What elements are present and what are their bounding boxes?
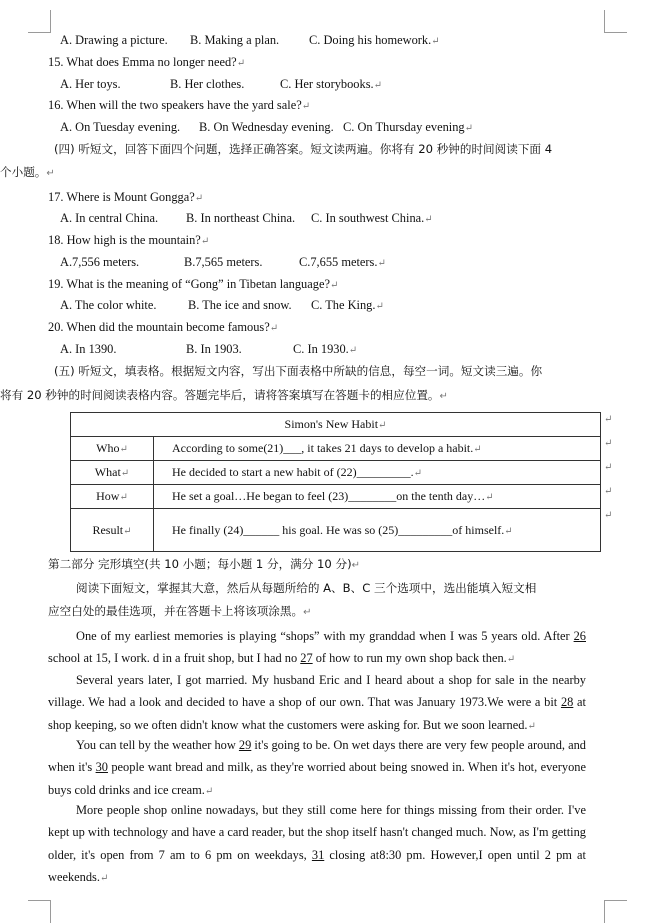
row-label: Who↵ xyxy=(71,437,154,461)
passage-paragraph-1: One of my earliest memories is playing “shops” with my granddad when I was 5 years old. After 26 school at 15, I work. d in a fruit shop, but I had no 27 of how to run my own shop back then.↵ xyxy=(48,629,586,666)
blank-26: 26 xyxy=(573,629,586,643)
row-label: Result↵ xyxy=(71,509,154,552)
blank-27: 27 xyxy=(300,651,313,666)
blank-31: 31 xyxy=(311,847,325,862)
q15-option-b: B. Her clothes. xyxy=(170,77,245,91)
blank-28: 28 xyxy=(560,695,574,710)
table-row xyxy=(71,509,601,552)
q15-option-a: A. Her toys. xyxy=(60,77,121,91)
table-row xyxy=(71,437,601,461)
q18-options: A.7,556 meters. B.7,565 meters. C.7,655 meters.↵ xyxy=(60,255,386,269)
q16-option-c: C. On Thursday evening xyxy=(343,120,465,134)
q19-options: A. The color white. B. The ice and snow. C. The King.↵ xyxy=(60,298,384,312)
blank-30: 30 xyxy=(95,760,108,775)
habit-table xyxy=(70,412,601,552)
q17-options: A. In central China. B. In northeast China. C. In southwest China.↵ xyxy=(60,211,433,225)
q14-option-a: A. Drawing a picture. xyxy=(60,33,168,47)
row-text: He decided to start a new habit of (22)_________.↵ xyxy=(154,461,601,485)
q15-stem: 15. What does Emma no longer need?↵ xyxy=(48,55,246,69)
q18-stem: 18. How high is the mountain?↵ xyxy=(48,233,210,247)
paragraph-mark: ↵ xyxy=(604,510,613,521)
q17-option-a: A. In central China. xyxy=(60,211,159,225)
q16-option-a: A. On Tuesday evening. xyxy=(60,120,181,134)
table-row xyxy=(71,485,601,509)
q14-option-b: B. Making a plan. xyxy=(190,33,280,47)
q16-option-b: B. On Wednesday evening. xyxy=(199,120,334,134)
q15-options: A. Her toys. B. Her clothes. C. Her storybooks.↵ xyxy=(60,77,383,91)
q20-stem: 20. When did the mountain become famous?↵ xyxy=(48,320,279,334)
crop-mark xyxy=(604,900,627,923)
section5-instruction-cont: 将有 20 秒钟的时间阅读表格内容。答题完毕后，请将答案填写在答题卡的相应位置。↵ xyxy=(0,388,448,402)
row-text: According to some(21)___, it takes 21 days to develop a habit.↵ xyxy=(154,437,601,461)
paragraph-mark: ↵ xyxy=(604,438,613,449)
section4-instruction: (四) 听短文，回答下面四个问题，选择正确答案。短文读两遍。你将有 20 秒钟的时间阅读下面 4 xyxy=(54,142,553,156)
q20-option-c: C. In 1930. xyxy=(293,342,349,356)
row-label: How↵ xyxy=(71,485,154,509)
q20-options: A. In 1390. B. In 1903. C. In 1930.↵ xyxy=(60,342,358,356)
q18-option-c: C.7,655 meters. xyxy=(299,255,378,269)
row-text: He set a goal…He began to feel (23)________on the tenth day…↵ xyxy=(154,485,601,509)
passage-paragraph-2: Several years later, I got married. My husband Eric and I heard about a shop for sale in the nearby village. We had a look and decided to have a shop of our own. That was January 1973.We were a bit 28 at shop keeping, so we often didn't know what the customers were asking for. But we soon learned.↵ xyxy=(48,673,586,732)
q20-option-a: A. In 1390. xyxy=(60,342,117,356)
blank-29: 29 xyxy=(238,738,252,752)
q19-stem: 19. What is the meaning of “Gong” in Tibetan language?↵ xyxy=(48,277,339,291)
q14-options xyxy=(60,32,440,50)
section5-instruction: (五) 听短文，填表格。根据短文内容，写出下面表格中所缺的信息，每空一词。短文读三遍。你 xyxy=(54,364,543,378)
section4-instruction-cont: 个小题。↵ xyxy=(0,165,55,179)
q18-option-b: B.7,565 meters. xyxy=(184,255,263,269)
q17-option-c: C. In southwest China. xyxy=(311,211,425,225)
crop-mark xyxy=(28,10,51,33)
table-title: Simon's New Habit↵ xyxy=(71,413,601,437)
q15-option-c: C. Her storybooks. xyxy=(280,77,374,91)
q19-option-c: C. The King. xyxy=(311,298,376,312)
passage-paragraph-4: More people shop online nowadays, but they still come here for things missing from their order. I've kept up with technology and have a card reader, but the shop itself hasn't changed much. Now, as I'm getting older, it's open from 7 am to 6 pm on weekdays, 31 closing at8:30 pm. However,I open until 2 pm at weekends.↵ xyxy=(48,803,586,884)
part2-instruction: 阅读下面短文，掌握其大意，然后从每题所给的 A、B、C 三个选项中，选出能填入短文相 xyxy=(76,581,537,595)
table-row xyxy=(71,461,601,485)
row-text: He finally (24)______ his goal. He was so (25)_________of himself.↵ xyxy=(154,509,601,552)
q14-option-c: C. Doing his homework. xyxy=(309,33,432,47)
crop-mark xyxy=(28,900,51,923)
paragraph-mark: ↵ xyxy=(431,36,440,47)
paragraph-mark: ↵ xyxy=(604,414,613,425)
q18-option-a: A.7,556 meters. xyxy=(60,255,140,269)
passage-paragraph-3: You can tell by the weather how 29 it's going to be. On wet days there are very few people around, and when it's 30 people want bread and milk, as they're worried about being snowed in. When it's hot, everyone buys cold drinks and ice cream.↵ xyxy=(48,738,586,797)
paragraph-mark: ↵ xyxy=(604,462,613,473)
q20-option-b: B. In 1903. xyxy=(186,342,242,356)
q17-option-b: B. In northeast China. xyxy=(186,211,296,225)
q19-option-b: B. The ice and snow. xyxy=(188,298,292,312)
table-header-row xyxy=(71,413,601,437)
part2-title: 第二部分 完形填空(共 10 小题；每小题 1 分，满分 10 分)↵ xyxy=(48,557,360,571)
paragraph-mark: ↵ xyxy=(604,486,613,497)
q16-options: A. On Tuesday evening. B. On Wednesday evening. C. On Thursday evening↵ xyxy=(60,120,473,134)
row-label: What↵ xyxy=(71,461,154,485)
crop-mark xyxy=(604,10,627,33)
q17-stem: 17. Where is Mount Gongga?↵ xyxy=(48,190,204,204)
q16-stem: 16. When will the two speakers have the yard sale?↵ xyxy=(48,98,311,112)
part2-instruction-cont: 应空白处的最佳选项，并在答题卡上将该项涂黑。↵ xyxy=(48,604,312,618)
q19-option-a: A. The color white. xyxy=(60,298,157,312)
